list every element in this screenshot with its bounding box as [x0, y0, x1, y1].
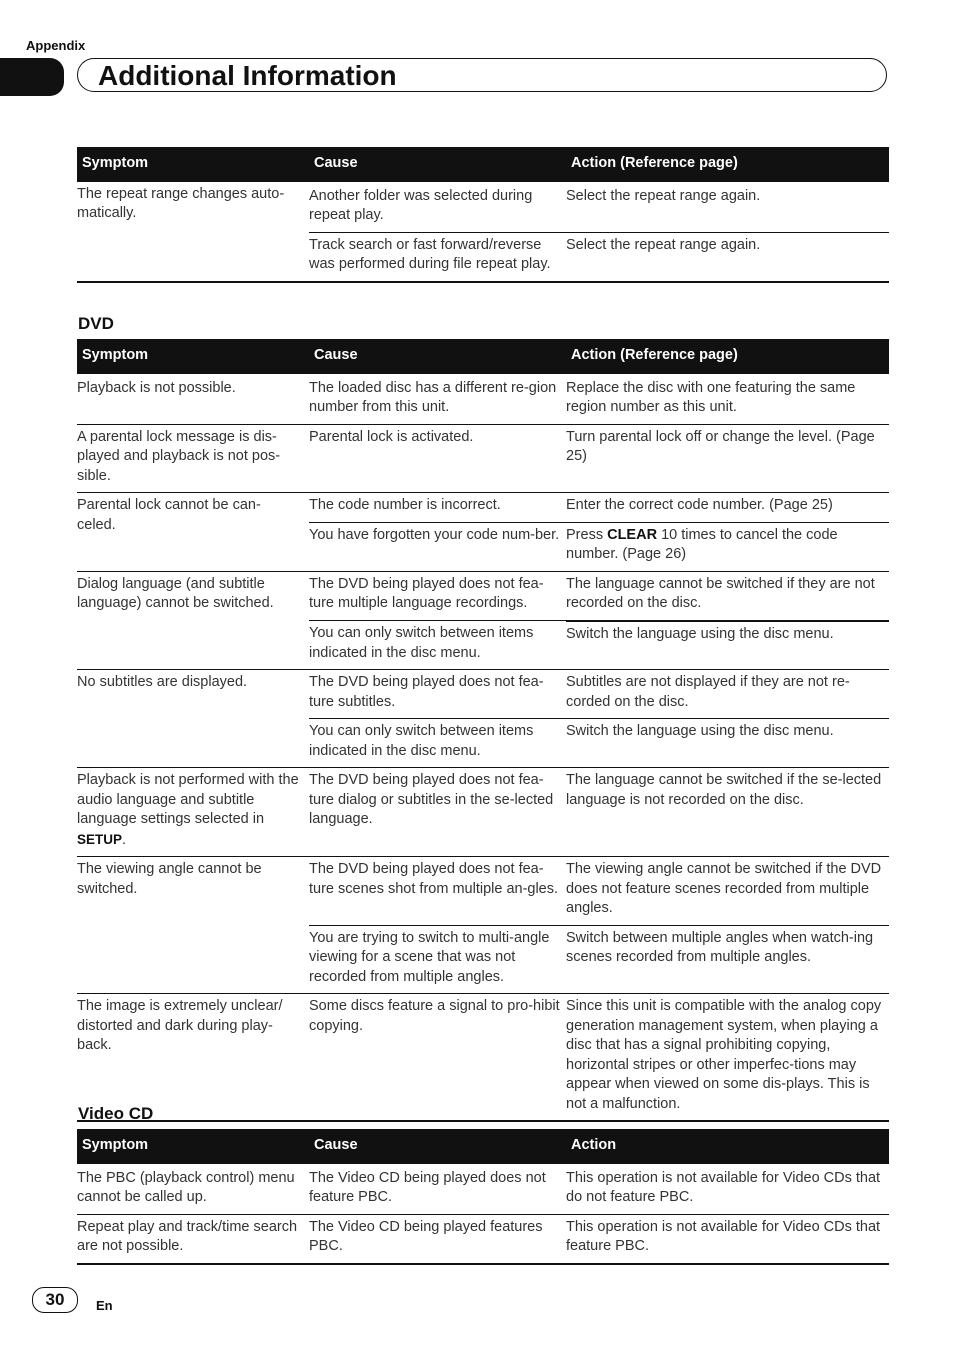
action-cell: This operation is not available for Video CDs that do not feature PBC.	[566, 1164, 889, 1215]
repeat-table	[77, 147, 889, 283]
cause-cell: Parental lock is activated.	[309, 424, 566, 493]
symptom-cell: The PBC (playback control) menu cannot be called up.	[77, 1164, 309, 1215]
table-row	[77, 994, 889, 1122]
table-header-row	[77, 339, 889, 374]
section-title-video-cd: Video CD	[78, 1104, 154, 1123]
cause-cell: The Video CD being played features PBC.	[309, 1214, 566, 1264]
action-cell: This operation is not available for Video CDs that feature PBC.	[566, 1214, 889, 1264]
table-row	[77, 1214, 889, 1264]
language-label: En	[96, 1298, 113, 1313]
symptom-cell	[77, 768, 309, 857]
table-row	[77, 374, 889, 425]
action-cell: The language cannot be switched if the se-lected language is not recorded on the disc.	[566, 768, 889, 857]
header-symptom: Symptom	[77, 339, 309, 374]
symptom-cell: The viewing angle cannot be switched.	[77, 857, 309, 994]
header-action: Action (Reference page)	[566, 339, 889, 374]
cause-cell: You are trying to switch to multi-angle viewing for a scene that was not recorded from multiple angles.	[309, 925, 566, 994]
page-title: Additional Information	[98, 60, 397, 91]
symptom-text-post: .	[122, 831, 127, 848]
header-action: Action (Reference page)	[566, 147, 889, 182]
action-cell: Switch the language using the disc menu.	[566, 719, 889, 768]
symptom-cell: The image is extremely unclear/ distorted and dark during play-back.	[77, 994, 309, 1122]
action-cell: Select the repeat range again.	[566, 182, 889, 233]
action-cell: The viewing angle cannot be switched if the DVD does not feature scenes recorded from multiple angles.	[566, 857, 889, 926]
action-text-post: 10 times to cancel the code number. (Page 26)	[566, 526, 838, 562]
table-row	[77, 571, 889, 621]
header-symptom: Symptom	[77, 1129, 309, 1164]
header-action: Action	[566, 1129, 889, 1164]
action-cell: The language cannot be switched if they are not recorded on the disc.	[566, 571, 889, 621]
cause-cell: You can only switch between items indicated in the disc menu.	[309, 621, 566, 670]
header-cause: Cause	[309, 339, 566, 374]
action-cell: Replace the disc with one featuring the same region number as this unit.	[566, 374, 889, 425]
cause-cell: The code number is incorrect.	[309, 493, 566, 523]
cause-cell: Some discs feature a signal to pro-hibit copying.	[309, 994, 566, 1122]
header-symptom: Symptom	[77, 147, 309, 182]
cause-cell: The DVD being played does not fea-ture multiple language recordings.	[309, 571, 566, 621]
appendix-label: Appendix	[26, 38, 86, 53]
cause-cell: The DVD being played does not fea-ture dialog or subtitles in the se-lected language.	[309, 768, 566, 857]
cause-cell: Track search or fast forward/reverse was performed during file repeat play.	[309, 232, 566, 282]
page-number: 30	[32, 1287, 78, 1313]
action-cell	[566, 522, 889, 571]
symptom-cell: Parental lock cannot be can-celed.	[77, 493, 309, 572]
title-banner	[77, 58, 887, 92]
table-row	[77, 424, 889, 493]
header-cause: Cause	[309, 1129, 566, 1164]
action-cell: Enter the correct code number. (Page 25)	[566, 493, 889, 523]
symptom-cell: Repeat play and track/time search are not possible.	[77, 1214, 309, 1264]
symptom-cell: Dialog language (and subtitle language) cannot be switched.	[77, 571, 309, 670]
cause-cell: Another folder was selected during repeat play.	[309, 182, 566, 233]
symptom-cell: A parental lock message is dis-played and playback is not pos-sible.	[77, 424, 309, 493]
cause-cell: The DVD being played does not fea-ture subtitles.	[309, 670, 566, 719]
setup-menu-label: SETUP	[77, 831, 123, 847]
video-cd-table	[77, 1129, 889, 1265]
action-text-pre: Press	[566, 526, 608, 543]
symptom-text-pre: Playback is not performed with the audio language and subtitle language settings selected in	[77, 772, 299, 827]
table-row	[77, 493, 889, 523]
cause-cell: The loaded disc has a different re-gion number from this unit.	[309, 374, 566, 425]
table-row	[77, 857, 889, 926]
table-row	[77, 1164, 889, 1215]
dvd-table	[77, 339, 889, 1122]
cause-cell: The Video CD being played does not feature PBC.	[309, 1164, 566, 1215]
header-cause: Cause	[309, 147, 566, 182]
action-cell: Since this unit is compatible with the analog copy generation management system, when playing a disc that has a signal prohibiting copying, horizontal stripes or other imperfec-tions may appear when viewed on some dis-plays. This is not a malfunction.	[566, 994, 889, 1122]
action-cell: Select the repeat range again.	[566, 232, 889, 282]
symptom-cell: Playback is not possible.	[77, 374, 309, 425]
cause-cell: You have forgotten your code num-ber.	[309, 522, 566, 571]
symptom-cell: The repeat range changes auto-matically.	[77, 182, 309, 282]
table-row	[77, 768, 889, 857]
table-row	[77, 670, 889, 719]
table-row	[77, 182, 889, 233]
section-title-dvd: DVD	[78, 314, 114, 333]
clear-button-label: CLEAR	[607, 526, 658, 543]
action-cell: Switch the language using the disc menu.	[566, 621, 889, 670]
cause-cell: The DVD being played does not fea-ture scenes shot from multiple an-gles.	[309, 857, 566, 926]
action-cell: Switch between multiple angles when watch-ing scenes recorded from multiple angles.	[566, 925, 889, 994]
action-cell: Turn parental lock off or change the level. (Page 25)	[566, 424, 889, 493]
cause-cell: You can only switch between items indicated in the disc menu.	[309, 719, 566, 768]
table-header-row	[77, 1129, 889, 1164]
symptom-cell: No subtitles are displayed.	[77, 670, 309, 768]
table-header-row	[77, 147, 889, 182]
action-cell: Subtitles are not displayed if they are not re-corded on the disc.	[566, 670, 889, 719]
section-tab-marker	[0, 58, 64, 96]
